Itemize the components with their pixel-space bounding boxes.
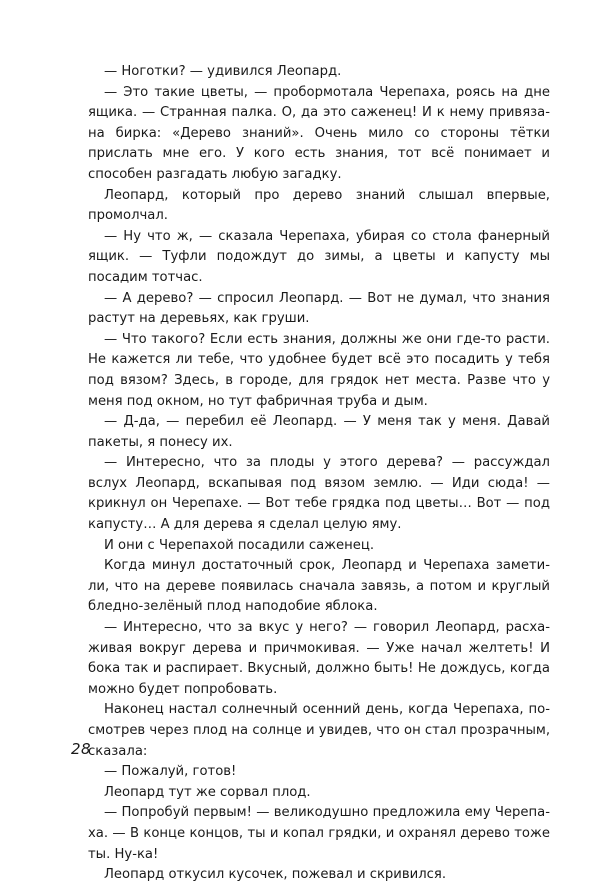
paragraph: — Ну что ж, — сказала Черепаха, убирая со стола фанерный ящик. — Туфли подождут до зимы, а цветы и капусту мы посадим тотчас.	[88, 228, 550, 285]
paragraph: — Ноготки? — удивился Леопард.	[104, 64, 342, 79]
paragraph: — Интересно, что за вкус у него? — говорил Леопард, расхаживая вокруг дерева и причмокивая. — Уже начал желтеть! И бока так и распирает. Вкусный, должно быть! Не дождусь, когда можно будет попробовать.	[88, 620, 550, 697]
paragraph: — Интересно, что за плоды у этого дерева? — рассуждал вслух Леопард, вскапывая под вязом землю. — Иди сюда! — крикнул он Черепахе. — Вот тебе грядка под цветы… Вот — под капусту… А для дерева я сделал целую яму.	[88, 455, 550, 533]
paragraph: — А дерево? — спросил Леопард. — Вот не думал, что знания растут на деревьях, как груши.	[88, 290, 550, 327]
paragraph: — Пожалуй, готов!	[104, 764, 237, 780]
page-number: 28	[71, 740, 92, 758]
story-text	[88, 62, 550, 886]
paragraph: Наконец настал солнечный осенний день, когда Черепаха, посмотрев через плод на солнце и увидев, что он стал прозрачным, сказала:	[88, 702, 551, 759]
paragraph: Леопард тут же сорвал плод.	[104, 784, 311, 800]
paragraph: Когда минул достаточный срок, Леопард и Черепаха заметили, что на дереве появилась сначала завязь, а потом и круглый бледно-зелёный плод наподобие яблока.	[88, 558, 550, 615]
paragraph: — Попробуй первым! — великодушно предложила ему Черепаха. — В конце концов, ты и копал грядки, и охранял дерево тоже ты. Ну-ка!	[88, 805, 550, 862]
paragraph: — Д-да, — перебил её Леопард. — У меня так у меня. Давай пакеты, я понесу их.	[88, 414, 550, 450]
paragraph: Леопард, который про дерево знаний слышал впервые, промолчал.	[88, 187, 550, 224]
paragraph: Леопард откусил кусочек, пожевал и скривился.	[104, 867, 447, 883]
paragraph: — Что такого? Если есть знания, должны же они где-то расти. Не кажется ли тебе, что удобнее будет всё это посадить у тебя под вязом? Здесь, в городе, для грядок нет места. Разве что у меня под окном, но тут фабричная труба и дым.	[88, 331, 550, 409]
paragraph: И они с Черепахой посадили саженец.	[104, 537, 375, 553]
paragraph: — Это такие цветы, — пробормотала Черепаха, роясь на дне ящика. — Странная палка. О, да это саженец! И к нему привязана бирка: «Дерево знаний». Очень мило со стороны тётки прислать мне его. У кого есть знания, тот всё понимает и способен разгадать любую загадку.	[88, 84, 550, 182]
